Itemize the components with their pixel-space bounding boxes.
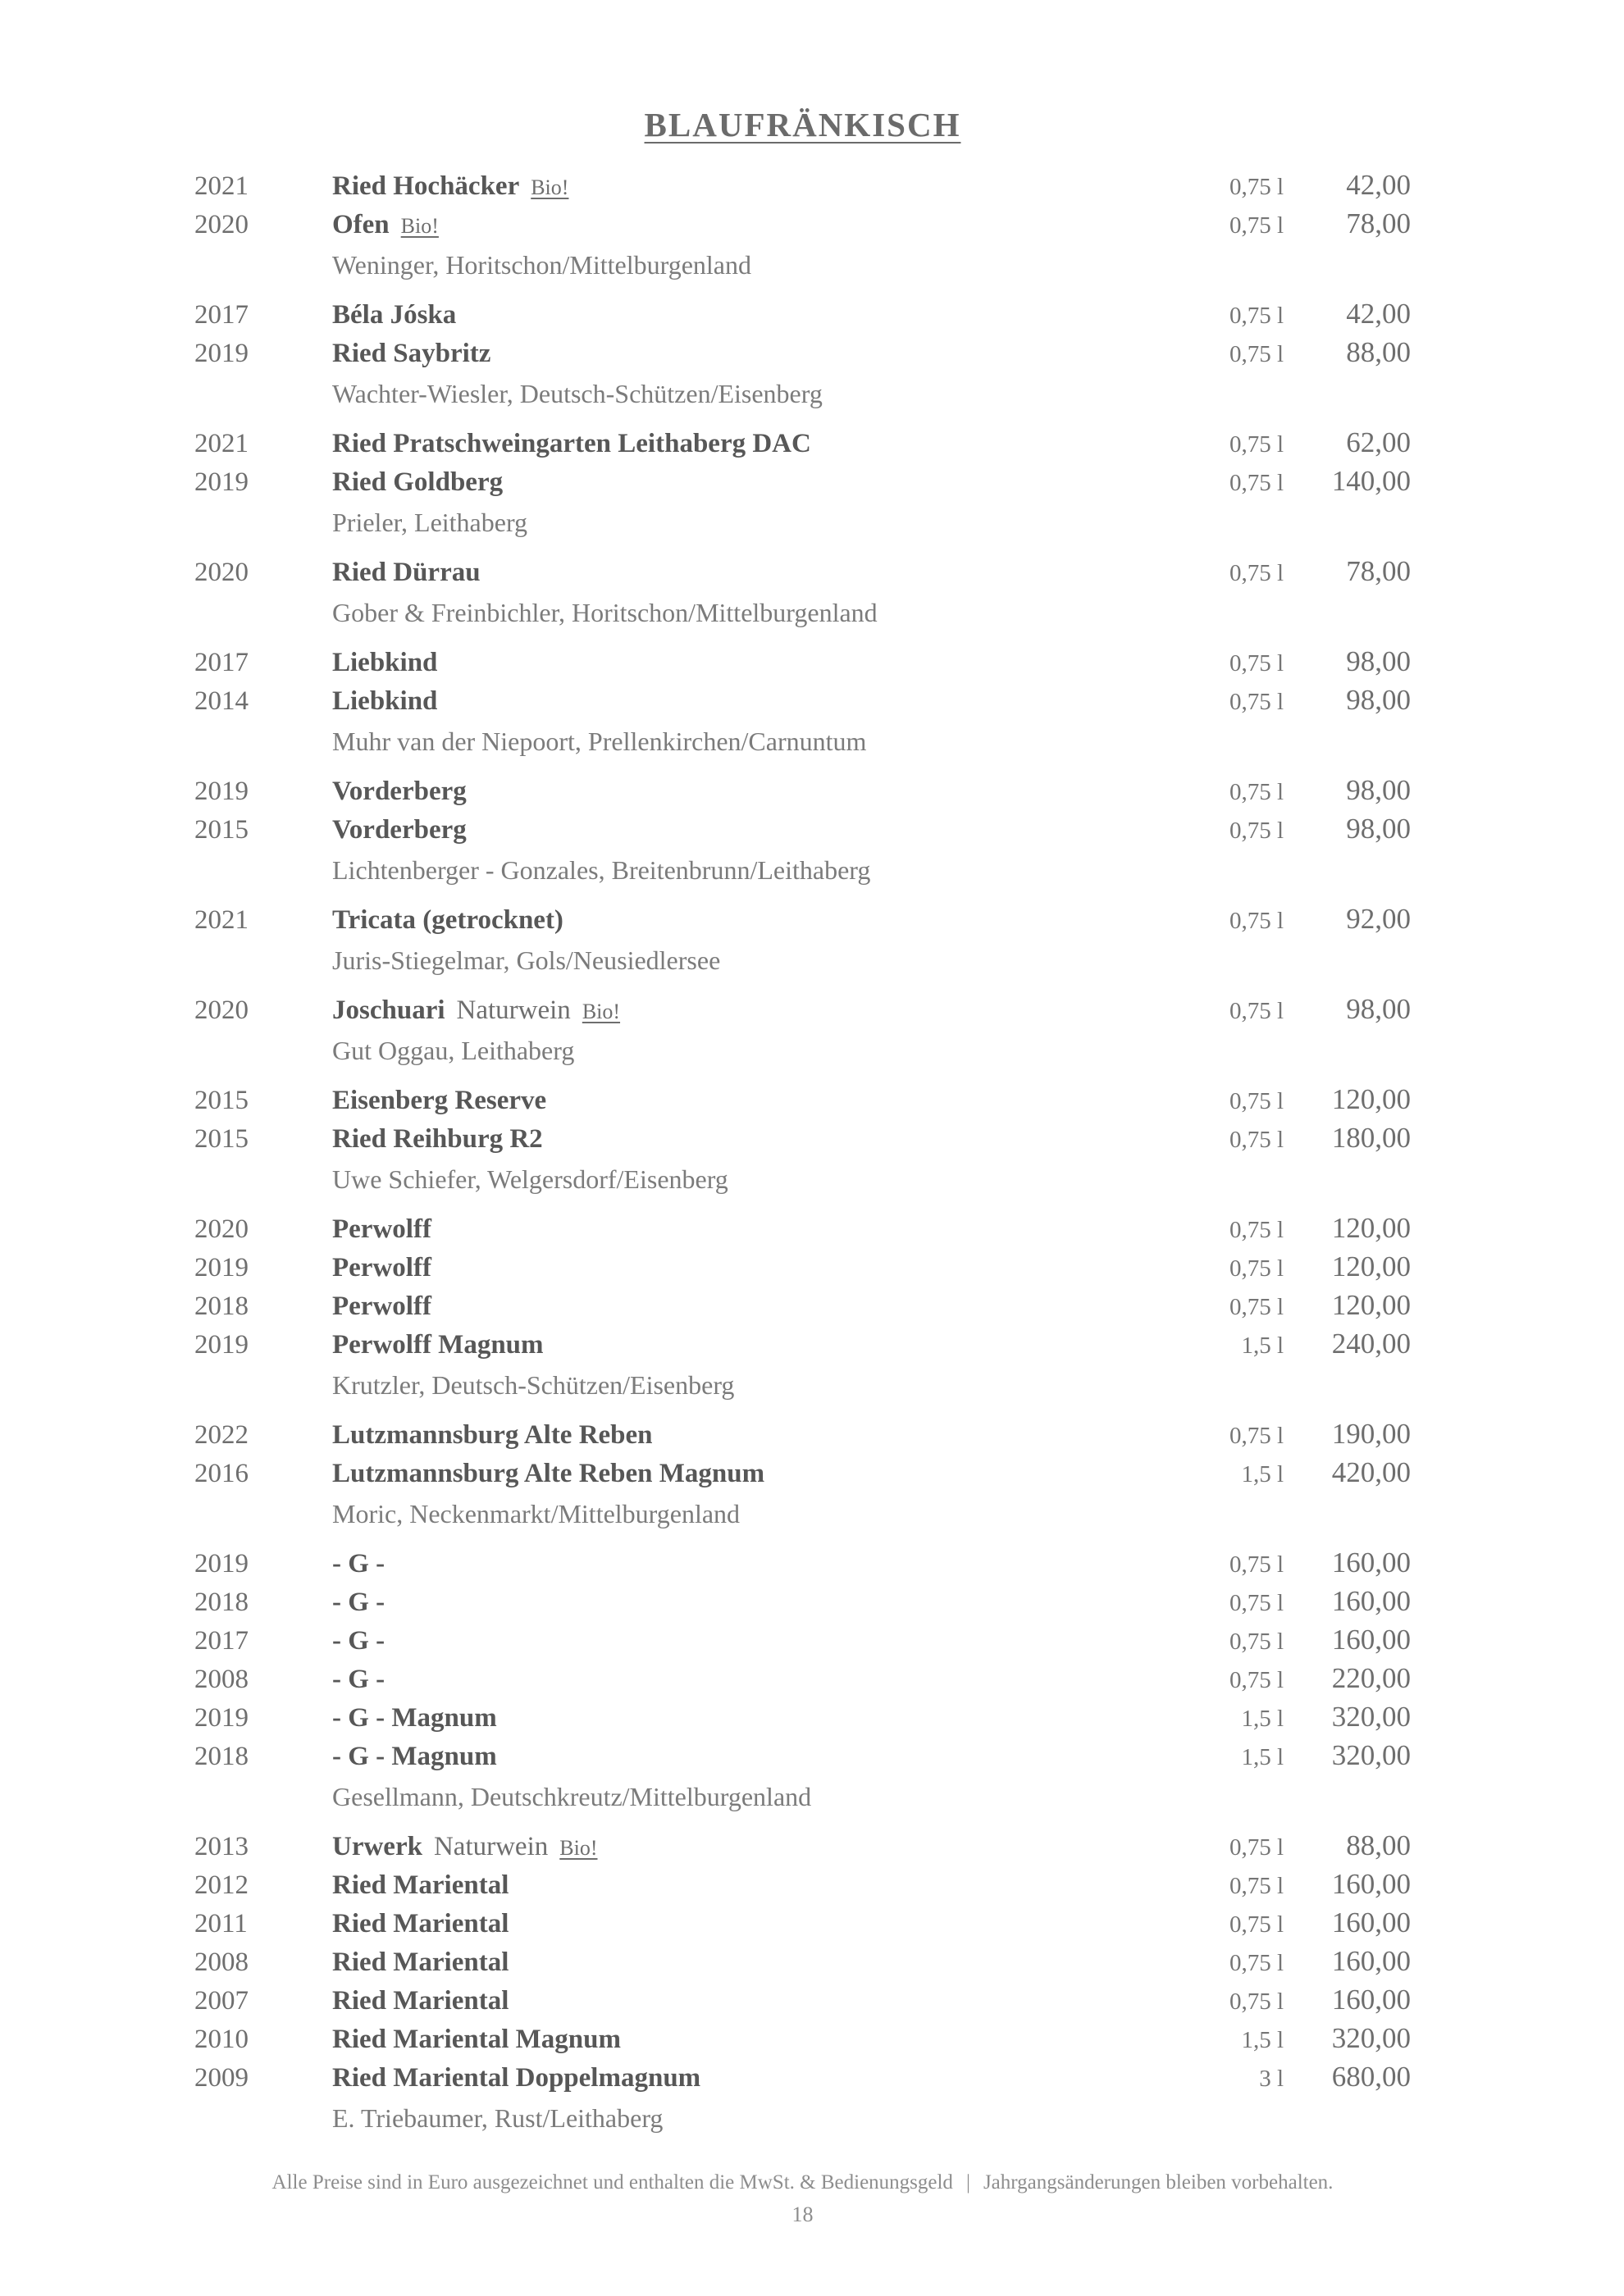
wine-name-text: Ried Saybritz [332,339,491,368]
vintage-year: 2018 [194,1742,249,1771]
vintage-year: 2019 [194,467,249,497]
price: 42,00 [1346,169,1411,201]
wine-name-text: Perwolff [332,1214,431,1244]
price: 92,00 [1346,903,1411,935]
wine-name [332,1947,1177,1978]
wine-name [332,1214,1177,1245]
bottle-size: 0,75 l [1229,998,1284,1024]
wine-group [194,1418,1411,1533]
wine-group-rows [194,1212,1411,1366]
wine-group [194,555,1411,632]
wine-name-text: Ried Mariental Magnum [332,2025,621,2054]
vintage-year: 2015 [194,815,249,845]
wine-row [194,336,1411,375]
price: 160,00 [1331,1868,1411,1900]
wine-group [194,903,1411,980]
wine-name-suffix: Naturwein [456,995,571,1025]
wine-name-text: Ried Goldberg [332,467,504,497]
wine-group-rows [194,169,1411,246]
bottle-size: 1,5 l [1241,1332,1284,1359]
wine-name-text: Lutzmannsburg Alte Reben Magnum [332,1459,765,1488]
producer-line: Muhr van der Niepoort, Prellenkirchen/Carnuntum [332,727,867,756]
price: 160,00 [1331,1906,1411,1938]
vintage-year: 2011 [194,1909,248,1938]
vintage-year: 2019 [194,777,249,806]
price: 160,00 [1331,1547,1411,1578]
bottle-size: 0,75 l [1229,1294,1284,1320]
price: 160,00 [1331,1624,1411,1656]
wine-group-rows [194,1829,1411,2099]
bottle-size: 0,75 l [1229,689,1284,715]
wine-name-text: Urwerk [332,1832,422,1861]
bio-label: Bio! [531,175,569,199]
wine-row [194,298,1411,336]
wine-name-text: - G - [332,1588,385,1617]
wine-name-text: Ried Mariental [332,1986,509,2016]
price: 420,00 [1331,1456,1411,1488]
vintage-year: 2008 [194,1947,249,1977]
bottle-size: 0,75 l [1229,174,1284,200]
wine-name [332,1549,1177,1579]
wine-name-text: Ried Pratschweingarten Leithaberg DAC [332,429,811,458]
bottle-size: 0,75 l [1229,1127,1284,1153]
producer-line: Gesellmann, Deutschkreutz/Mittelburgenland [332,1782,812,1811]
producer-line: Juris-Stiegelmar, Gols/Neusiedlersee [332,945,721,975]
footer-note-right: Jahrgangsänderungen bleiben vorbehalten. [983,2171,1334,2194]
wine-name-text: Ried Dürrau [332,558,481,587]
price: 120,00 [1331,1212,1411,1244]
vintage-year: 2017 [194,648,249,677]
wine-name-text: Eisenberg Reserve [332,1086,547,1115]
vintage-year: 2017 [194,1626,249,1656]
wine-row [194,1662,1411,1701]
wine-name [332,1742,1177,1772]
wine-name [332,815,1177,845]
wine-group [194,169,1411,285]
price: 78,00 [1346,555,1411,587]
wine-name-text: Béla Jóska [332,300,457,330]
wine-name [332,1626,1177,1656]
wine-row [194,813,1411,851]
wine-name [332,648,1177,678]
wine-name [332,905,1177,936]
bottle-size: 0,75 l [1229,303,1284,329]
producer-line: Weninger, Horitschon/Mittelburgenland [332,250,751,280]
vintage-year: 2020 [194,558,249,587]
price: 140,00 [1331,465,1411,497]
wine-group [194,993,1411,1070]
wine-group-rows [194,774,1411,851]
wine-name-text: Ofen [332,210,390,239]
wine-row [194,684,1411,722]
wine-name-text: Lutzmannsburg Alte Reben [332,1420,653,1450]
producer-line: Wachter-Wiesler, Deutsch-Schützen/Eisenberg [332,379,823,408]
vintage-year: 2020 [194,995,249,1025]
wine-group [194,298,1411,413]
wine-group-rows [194,555,1411,594]
wine-row [194,1829,1411,1868]
bottle-size: 1,5 l [1241,2027,1284,2053]
wine-name [332,558,1177,588]
wine-name [332,1909,1177,1939]
wine-row [194,645,1411,684]
vintage-year: 2019 [194,1330,249,1360]
wine-row [194,465,1411,503]
bottle-size: 1,5 l [1241,1744,1284,1770]
wine-row [194,1122,1411,1160]
vintage-year: 2007 [194,1986,249,2016]
price: 78,00 [1346,207,1411,239]
wine-group-rows [194,993,1411,1032]
footer-note [194,2171,1411,2194]
price: 62,00 [1346,426,1411,458]
bottle-size: 0,75 l [1229,1911,1284,1938]
producer-line: Uwe Schiefer, Welgersdorf/Eisenberg [332,1164,728,1194]
bio-label: Bio! [559,1836,598,1860]
wine-name-text: Perwolff [332,1292,431,1321]
price: 220,00 [1331,1662,1411,1694]
bottle-size: 0,75 l [1229,1988,1284,2015]
vintage-year: 2019 [194,1549,249,1578]
bottle-size: 0,75 l [1229,1590,1284,1616]
price: 120,00 [1331,1289,1411,1321]
vintage-year: 2008 [194,1665,249,1694]
wine-row [194,1456,1411,1495]
wine-name [332,1124,1177,1155]
vintage-year: 2022 [194,1420,249,1450]
vintage-year: 2009 [194,2063,249,2093]
price: 98,00 [1346,813,1411,845]
vintage-year: 2015 [194,1086,249,1115]
wine-name [332,1420,1177,1451]
wine-group [194,1547,1411,1816]
wine-name [332,1459,1177,1489]
wine-name-text: - G - Magnum [332,1742,497,1771]
vintage-year: 2021 [194,429,249,458]
wine-name-text: Vorderberg [332,815,467,845]
price: 98,00 [1346,645,1411,677]
wine-name [332,1253,1177,1283]
bottle-size: 0,75 l [1229,779,1284,805]
wine-name [332,777,1177,807]
price: 88,00 [1346,336,1411,368]
price: 190,00 [1331,1418,1411,1450]
footer-separator: | [965,2171,970,2194]
bottle-size: 3 l [1259,2066,1284,2092]
price: 160,00 [1331,1585,1411,1617]
bottle-size: 0,75 l [1229,560,1284,586]
bottle-size: 0,75 l [1229,650,1284,676]
wine-row [194,1250,1411,1289]
wine-row [194,207,1411,246]
wine-name [332,2063,1177,2093]
wine-name-text: Ried Hochäcker [332,171,520,201]
wine-row [194,1906,1411,1945]
wine-group-rows [194,903,1411,941]
producer-line: Prieler, Leithaberg [332,508,528,537]
wine-name-text: Ried Reihburg R2 [332,1124,543,1154]
producer-line: Gober & Freinbichler, Horitschon/Mittelburgenland [332,598,878,627]
vintage-year: 2014 [194,686,249,716]
price: 180,00 [1331,1122,1411,1154]
wine-name [332,1870,1177,1901]
wine-row [194,1739,1411,1778]
wine-name-text: - G - [332,1626,385,1656]
bottle-size: 0,75 l [1229,1551,1284,1578]
wine-row [194,1547,1411,1585]
bottle-size: 0,75 l [1229,908,1284,934]
wine-name-text: - G - [332,1549,385,1578]
wine-name-text: Perwolff [332,1253,431,1282]
vintage-year: 2018 [194,1292,249,1321]
wine-row [194,2061,1411,2099]
wine-group [194,426,1411,542]
vintage-year: 2019 [194,339,249,368]
wine-name-text: Liebkind [332,648,438,677]
wine-row [194,1212,1411,1250]
wine-name-suffix: Naturwein [433,1832,549,1861]
wine-name-text: - G - [332,1665,385,1694]
page-number: 18 [791,2203,814,2226]
wine-name [332,339,1177,369]
wine-name [332,1665,1177,1695]
price: 240,00 [1331,1328,1411,1360]
wine-name [332,1832,1177,1862]
wine-group [194,1212,1411,1405]
bottle-size: 0,75 l [1229,1629,1284,1655]
bottle-size: 0,75 l [1229,431,1284,458]
bottle-size: 0,75 l [1229,1834,1284,1861]
wine-group [194,645,1411,761]
vintage-year: 2013 [194,1832,249,1861]
wine-row [194,2022,1411,2061]
vintage-year: 2021 [194,171,249,201]
wine-row [194,426,1411,465]
wine-name-text: Ried Mariental [332,1909,509,1938]
wine-name [332,1986,1177,2016]
vintage-year: 2016 [194,1459,249,1488]
bottle-size: 0,75 l [1229,1217,1284,1243]
wine-name [332,467,1177,498]
vintage-year: 2019 [194,1253,249,1282]
wine-row [194,169,1411,207]
vintage-year: 2020 [194,1214,249,1244]
price: 98,00 [1346,993,1411,1025]
wine-name-text: Vorderberg [332,777,467,806]
wine-name-text: Ried Mariental Doppelmagnum [332,2063,701,2093]
price: 320,00 [1331,1701,1411,1733]
wine-row [194,1289,1411,1328]
wine-row [194,555,1411,594]
wine-row [194,774,1411,813]
bottle-size: 0,75 l [1229,1950,1284,1976]
bottle-size: 0,75 l [1229,1873,1284,1899]
wine-name [332,1588,1177,1618]
wine-row [194,1945,1411,1984]
wine-name [332,210,1177,240]
wine-name [332,1292,1177,1322]
price: 120,00 [1331,1250,1411,1282]
vintage-year: 2015 [194,1124,249,1154]
vintage-year: 2019 [194,1703,249,1733]
wine-row [194,1701,1411,1739]
wine-group-rows [194,1083,1411,1160]
price: 320,00 [1331,1739,1411,1771]
wine-row [194,1418,1411,1456]
wine-name [332,686,1177,717]
bottle-size: 0,75 l [1229,1423,1284,1449]
bottle-size: 0,75 l [1229,470,1284,496]
wine-group-rows [194,426,1411,503]
producer-line: Moric, Neckenmarkt/Mittelburgenland [332,1499,741,1528]
producer-line: E. Triebaumer, Rust/Leithaberg [332,2103,664,2133]
wine-row [194,1083,1411,1122]
wine-name-text: Perwolff Magnum [332,1330,544,1360]
wine-name [332,171,1177,202]
price: 42,00 [1346,298,1411,330]
bottle-size: 0,75 l [1229,1255,1284,1282]
wine-name [332,300,1177,330]
bio-label: Bio! [582,1000,621,1023]
wine-name [332,429,1177,459]
wine-row [194,903,1411,941]
wine-name-text: Liebkind [332,686,438,716]
price: 160,00 [1331,1984,1411,2016]
vintage-year: 2018 [194,1588,249,1617]
bottle-size: 0,75 l [1229,341,1284,367]
wine-group-rows [194,1418,1411,1495]
price: 120,00 [1331,1083,1411,1115]
page-title-text: BLAUFRÄNKISCH [644,106,961,144]
wine-name [332,995,1177,1026]
wine-name-text: - G - Magnum [332,1703,497,1733]
wine-name-text: Ried Mariental [332,1947,509,1977]
vintage-year: 2021 [194,905,249,935]
bottle-size: 0,75 l [1229,212,1284,239]
price: 98,00 [1346,774,1411,806]
wine-name [332,1086,1177,1116]
wine-group [194,1083,1411,1199]
footer [194,2171,1411,2227]
bottle-size: 0,75 l [1229,1088,1284,1114]
vintage-year: 2020 [194,210,249,239]
wine-row [194,993,1411,1032]
vintage-year: 2017 [194,300,249,330]
wine-group-rows [194,1547,1411,1778]
wine-row [194,1624,1411,1662]
wine-group-rows [194,298,1411,375]
wine-name [332,1703,1177,1733]
price: 320,00 [1331,2022,1411,2054]
bottle-size: 0,75 l [1229,1667,1284,1693]
wine-name-text: Joschuari [332,995,445,1025]
bottle-size: 1,5 l [1241,1461,1284,1487]
wine-name-text: Tricata (getrocknet) [332,905,563,935]
producer-line: Gut Oggau, Leithaberg [332,1036,575,1065]
wine-name [332,2025,1177,2055]
wine-row [194,1868,1411,1906]
wine-name [332,1330,1177,1360]
wine-list [194,169,1411,2138]
vintage-year: 2012 [194,1870,249,1900]
page-title [194,0,1411,144]
producer-line: Krutzler, Deutsch-Schützen/Eisenberg [332,1370,735,1400]
wine-group [194,1829,1411,2138]
wine-row [194,1328,1411,1366]
wine-name-text: Ried Mariental [332,1870,509,1900]
price: 680,00 [1331,2061,1411,2093]
wine-group-rows [194,645,1411,722]
wine-row [194,1984,1411,2022]
wine-group [194,774,1411,890]
price: 98,00 [1346,684,1411,716]
bio-label: Bio! [400,214,439,238]
bottle-size: 0,75 l [1229,818,1284,844]
bottle-size: 1,5 l [1241,1706,1284,1732]
price: 88,00 [1346,1829,1411,1861]
vintage-year: 2010 [194,2025,249,2054]
price: 160,00 [1331,1945,1411,1977]
producer-line: Lichtenberger - Gonzales, Breitenbrunn/Leithaberg [332,855,871,885]
wine-row [194,1585,1411,1624]
footer-note-left: Alle Preise sind in Euro ausgezeichnet und enthalten die MwSt. & Bedienungsgeld [271,2171,953,2194]
